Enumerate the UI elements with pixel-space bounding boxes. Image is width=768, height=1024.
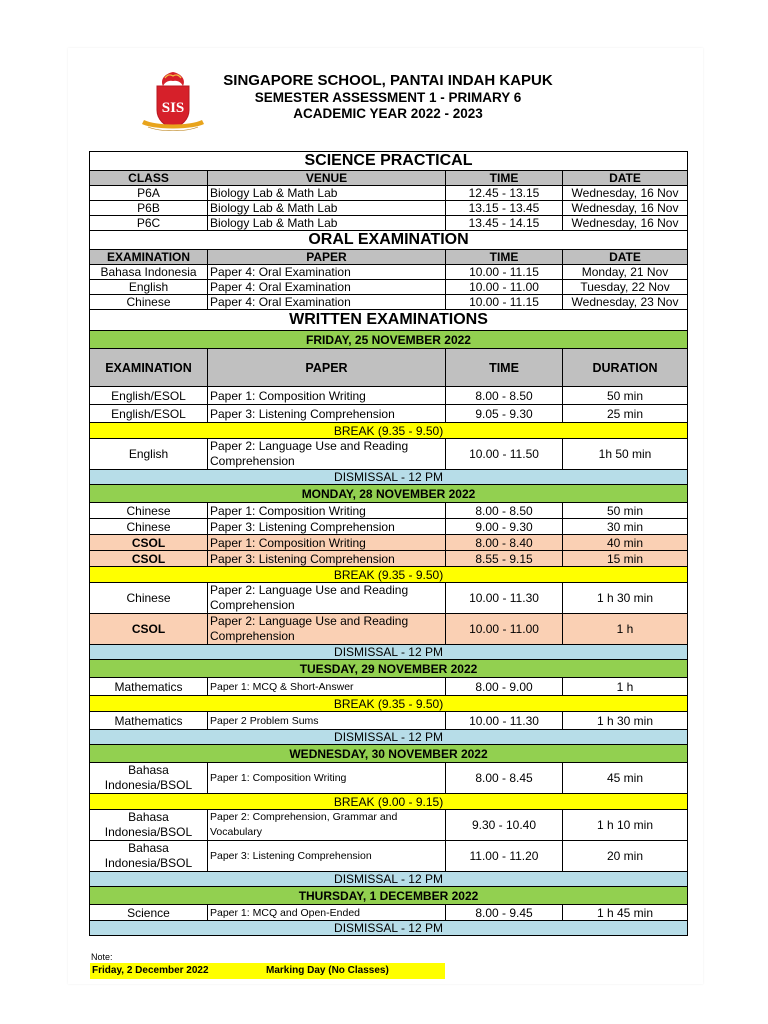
table-row	[90, 265, 688, 280]
exam-cell: English/ESOL	[90, 405, 208, 423]
column-header-row	[90, 349, 688, 387]
day-date: TUESDAY, 29 NOVEMBER 2022	[90, 660, 688, 678]
school-logo-icon	[134, 68, 212, 138]
time-cell: 10.00 - 11.50	[446, 439, 563, 470]
duration-cell: 25 min	[563, 405, 688, 423]
duration-cell: 1 h 30 min	[563, 583, 688, 614]
time-cell: 9.30 - 10.40	[446, 810, 563, 841]
table-row	[90, 810, 688, 841]
date-cell: Wednesday, 23 Nov	[563, 295, 688, 310]
section-title: SCIENCE PRACTICAL	[90, 152, 688, 171]
exam-schedule-table	[89, 151, 688, 936]
paper-cell: Paper 2 Problem Sums	[208, 712, 446, 730]
venue-header: VENUE	[208, 171, 446, 186]
time-cell: 12.45 - 13.15	[446, 186, 563, 201]
note-banner	[90, 963, 445, 979]
break-row	[90, 696, 688, 712]
time-cell: 10.00 - 11.00	[446, 280, 563, 295]
paper-cell: Paper 4: Oral Examination	[208, 295, 446, 310]
dismissal-row	[90, 470, 688, 485]
date-header: DATE	[563, 171, 688, 186]
day-date: WEDNESDAY, 30 NOVEMBER 2022	[90, 745, 688, 763]
date-cell: Wednesday, 16 Nov	[563, 216, 688, 231]
column-header-row	[90, 250, 688, 265]
duration-cell: 1 h 45 min	[563, 905, 688, 921]
exam-cell: English	[90, 439, 208, 470]
date-cell: Monday, 21 Nov	[563, 265, 688, 280]
dismissal-row	[90, 921, 688, 936]
time-cell: 13.45 - 14.15	[446, 216, 563, 231]
table-row	[90, 295, 688, 310]
paper-cell: Paper 2: Comprehension, Grammar and Vocabulary	[208, 810, 446, 841]
section-title-row	[90, 231, 688, 250]
duration-cell: 1 h 30 min	[563, 712, 688, 730]
dismissal-row	[90, 730, 688, 745]
semester-title: SEMESTER ASSESSMENT 1 - PRIMARY 6	[254, 90, 522, 105]
class-header: CLASS	[90, 171, 208, 186]
section-title: ORAL EXAMINATION	[90, 231, 688, 250]
dismissal-label: DISMISSAL - 12 PM	[90, 645, 688, 660]
paper-header: PAPER	[208, 349, 446, 387]
venue-cell: Biology Lab & Math Lab	[208, 216, 446, 231]
table-row	[90, 712, 688, 730]
duration-cell: 15 min	[563, 551, 688, 567]
time-cell: 10.00 - 11.15	[446, 295, 563, 310]
exam-cell: Mathematics	[90, 712, 208, 730]
paper-cell: Paper 2: Language Use and Reading Comprehension	[208, 614, 446, 645]
dismissal-label: DISMISSAL - 12 PM	[90, 730, 688, 745]
duration-cell: 1 h 10 min	[563, 810, 688, 841]
paper-cell: Paper 1: Composition Writing	[208, 503, 446, 519]
academic-year: ACADEMIC YEAR 2022 - 2023	[293, 106, 483, 121]
time-cell: 13.15 - 13.45	[446, 201, 563, 216]
exam-cell: English/ESOL	[90, 387, 208, 405]
break-label: BREAK (9.35 - 9.50)	[90, 696, 688, 712]
paper-cell: Paper 2: Language Use and Reading Comprehension	[208, 583, 446, 614]
paper-header: PAPER	[208, 250, 446, 265]
time-cell: 8.00 - 9.00	[446, 678, 563, 696]
table-row	[90, 551, 688, 567]
date-header: DATE	[563, 250, 688, 265]
note-label: Note:	[91, 952, 113, 962]
time-cell: 11.00 - 11.20	[446, 841, 563, 872]
table-row	[90, 614, 688, 645]
table-row	[90, 503, 688, 519]
exam-cell: CSOL	[90, 551, 208, 567]
exam-cell: Chinese	[90, 503, 208, 519]
table-row	[90, 405, 688, 423]
exam-cell: Chinese	[90, 519, 208, 535]
svg-text:SIS: SIS	[161, 100, 185, 116]
paper-cell: Paper 4: Oral Examination	[208, 280, 446, 295]
time-cell: 9.00 - 9.30	[446, 519, 563, 535]
paper-cell: Paper 3: Listening Comprehension	[208, 519, 446, 535]
table-row	[90, 216, 688, 231]
class-cell: P6C	[90, 216, 208, 231]
venue-cell: Biology Lab & Math Lab	[208, 201, 446, 216]
duration-cell: 50 min	[563, 387, 688, 405]
table-row	[90, 186, 688, 201]
time-cell: 8.00 - 8.50	[446, 503, 563, 519]
class-cell: P6A	[90, 186, 208, 201]
paper-cell: Paper 1: Composition Writing	[208, 535, 446, 551]
duration-cell: 50 min	[563, 503, 688, 519]
day-header-row	[90, 331, 688, 349]
exam-cell: CSOL	[90, 535, 208, 551]
duration-header: DURATION	[563, 349, 688, 387]
table-row	[90, 535, 688, 551]
note-date: Friday, 2 December 2022	[92, 965, 209, 976]
dismissal-row	[90, 872, 688, 887]
duration-cell: 45 min	[563, 763, 688, 794]
exam-cell: Mathematics	[90, 678, 208, 696]
table-row	[90, 280, 688, 295]
time-cell: 9.05 - 9.30	[446, 405, 563, 423]
break-row	[90, 423, 688, 439]
duration-cell: 1h 50 min	[563, 439, 688, 470]
day-header-row	[90, 660, 688, 678]
table-row	[90, 583, 688, 614]
exam-cell: Chinese	[90, 583, 208, 614]
exam-cell: Science	[90, 905, 208, 921]
day-date: MONDAY, 28 NOVEMBER 2022	[90, 485, 688, 503]
table-row	[90, 841, 688, 872]
day-header-row	[90, 887, 688, 905]
dismissal-label: DISMISSAL - 12 PM	[90, 872, 688, 887]
time-header: TIME	[446, 171, 563, 186]
day-header-row	[90, 745, 688, 763]
exam-cell: Bahasa Indonesia/BSOL	[90, 810, 208, 841]
section-title-row	[90, 152, 688, 171]
time-cell: 10.00 - 11.30	[446, 712, 563, 730]
table-row	[90, 905, 688, 921]
break-label: BREAK (9.35 - 9.50)	[90, 567, 688, 583]
day-date: THURSDAY, 1 DECEMBER 2022	[90, 887, 688, 905]
time-cell: 10.00 - 11.00	[446, 614, 563, 645]
column-header-row	[90, 171, 688, 186]
exam-header: EXAMINATION	[90, 349, 208, 387]
break-row	[90, 567, 688, 583]
table-row	[90, 201, 688, 216]
time-header: TIME	[446, 250, 563, 265]
duration-cell: 1 h	[563, 678, 688, 696]
time-cell: 8.00 - 8.50	[446, 387, 563, 405]
duration-cell: 30 min	[563, 519, 688, 535]
duration-cell: 40 min	[563, 535, 688, 551]
time-cell: 8.00 - 8.45	[446, 763, 563, 794]
table-row	[90, 519, 688, 535]
class-cell: P6B	[90, 201, 208, 216]
section-title-row	[90, 310, 688, 331]
time-header: TIME	[446, 349, 563, 387]
exam-header: EXAMINATION	[90, 250, 208, 265]
venue-cell: Biology Lab & Math Lab	[208, 186, 446, 201]
time-cell: 10.00 - 11.30	[446, 583, 563, 614]
break-row	[90, 794, 688, 810]
exam-cell: English	[90, 280, 208, 295]
time-cell: 8.00 - 9.45	[446, 905, 563, 921]
paper-cell: Paper 2: Language Use and Reading Comprehension	[208, 439, 446, 470]
dismissal-label: DISMISSAL - 12 PM	[90, 470, 688, 485]
note-text: Marking Day (No Classes)	[266, 965, 389, 976]
exam-cell: Bahasa Indonesia/BSOL	[90, 841, 208, 872]
break-label: BREAK (9.35 - 9.50)	[90, 423, 688, 439]
exam-cell: Chinese	[90, 295, 208, 310]
time-cell: 8.00 - 8.40	[446, 535, 563, 551]
paper-cell: Paper 3: Listening Comprehension	[208, 405, 446, 423]
paper-cell: Paper 1: MCQ & Short-Answer	[208, 678, 446, 696]
exam-cell: Bahasa Indonesia/BSOL	[90, 763, 208, 794]
date-cell: Wednesday, 16 Nov	[563, 201, 688, 216]
paper-cell: Paper 4: Oral Examination	[208, 265, 446, 280]
dismissal-row	[90, 645, 688, 660]
paper-cell: Paper 1: Composition Writing	[208, 763, 446, 794]
table-row	[90, 763, 688, 794]
date-cell: Wednesday, 16 Nov	[563, 186, 688, 201]
time-cell: 8.55 - 9.15	[446, 551, 563, 567]
paper-cell: Paper 1: Composition Writing	[208, 387, 446, 405]
break-label: BREAK (9.00 - 9.15)	[90, 794, 688, 810]
exam-cell: CSOL	[90, 614, 208, 645]
duration-cell: 20 min	[563, 841, 688, 872]
time-cell: 10.00 - 11.15	[446, 265, 563, 280]
table-row	[90, 678, 688, 696]
date-cell: Tuesday, 22 Nov	[563, 280, 688, 295]
paper-cell: Paper 3: Listening Comprehension	[208, 841, 446, 872]
section-title: WRITTEN EXAMINATIONS	[90, 310, 688, 331]
day-header-row	[90, 485, 688, 503]
duration-cell: 1 h	[563, 614, 688, 645]
table-row	[90, 387, 688, 405]
paper-cell: Paper 1: MCQ and Open-Ended	[208, 905, 446, 921]
table-row	[90, 439, 688, 470]
exam-cell: Bahasa Indonesia	[90, 265, 208, 280]
dismissal-label: DISMISSAL - 12 PM	[90, 921, 688, 936]
day-date: FRIDAY, 25 NOVEMBER 2022	[90, 331, 688, 349]
school-name: SINGAPORE SCHOOL, PANTAI INDAH KAPUK	[223, 72, 553, 89]
paper-cell: Paper 3: Listening Comprehension	[208, 551, 446, 567]
